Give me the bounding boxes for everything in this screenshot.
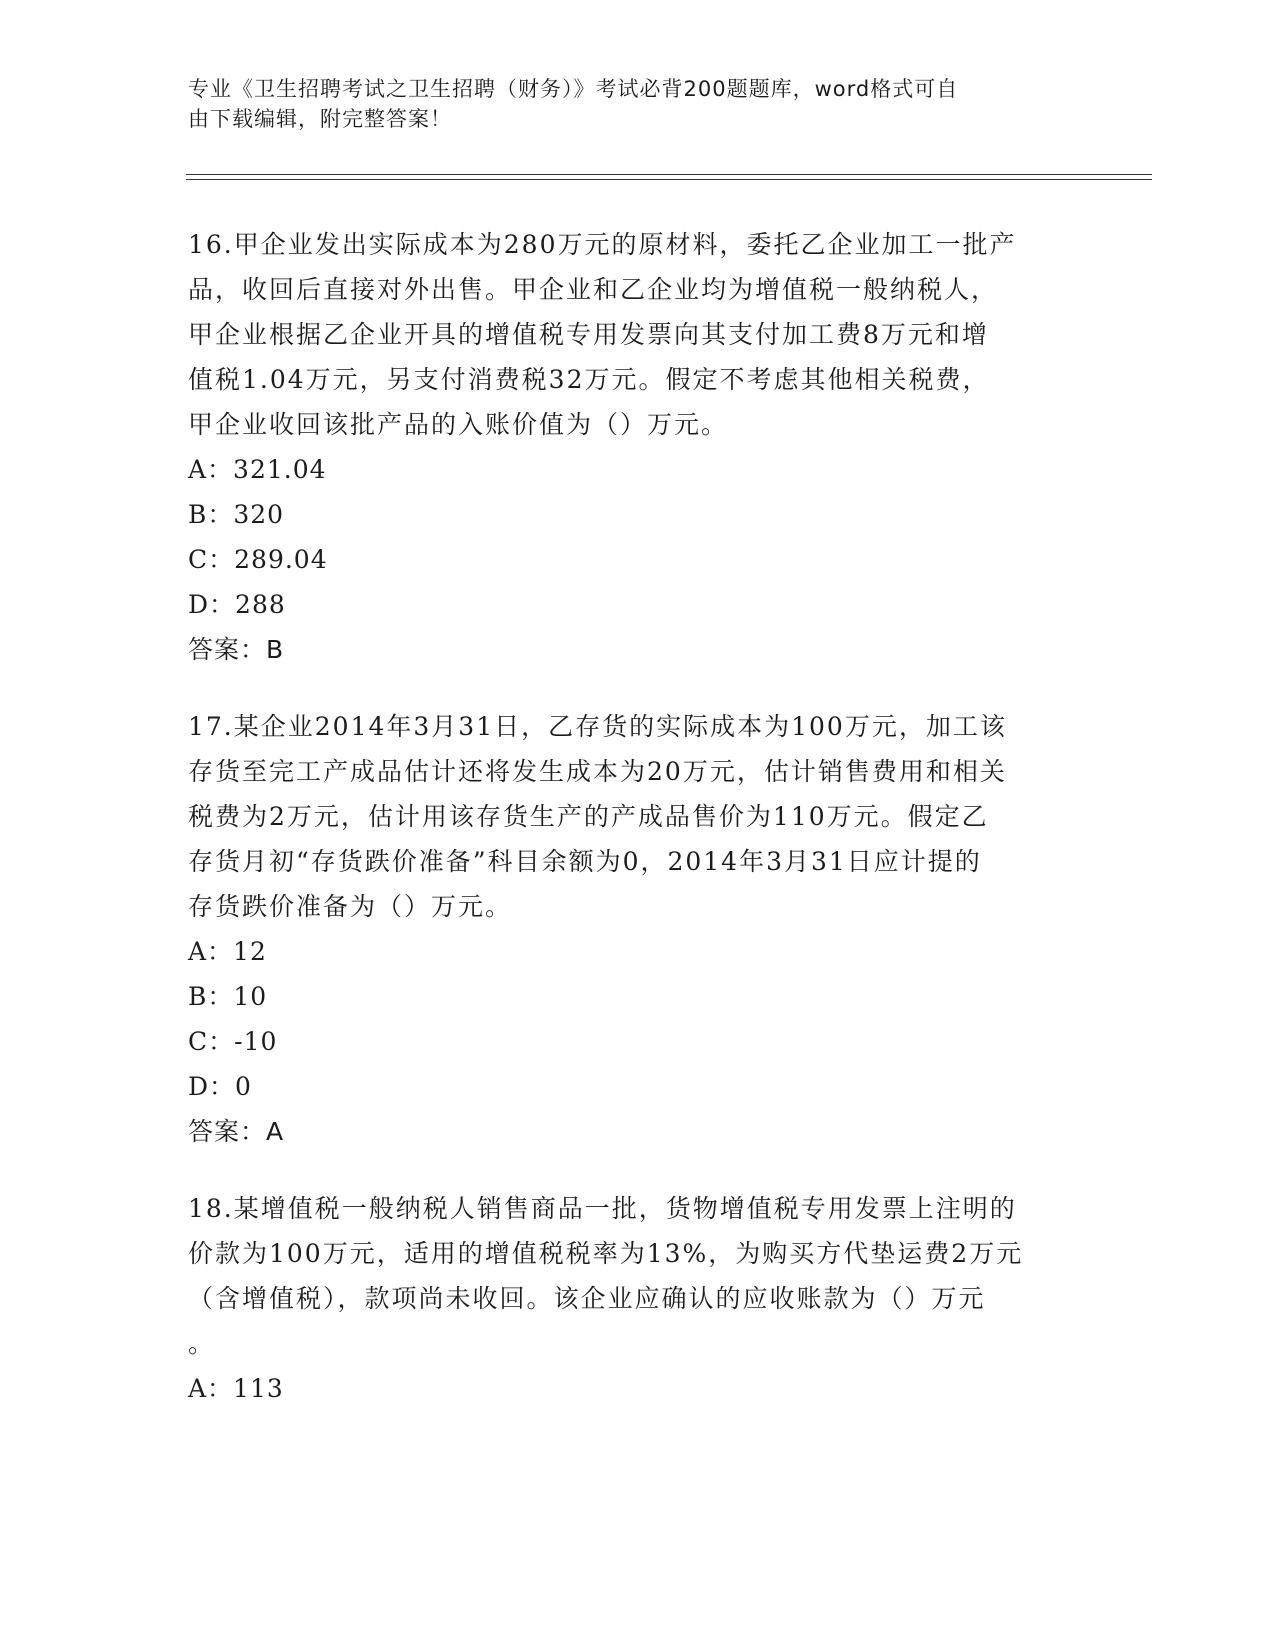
header-line: 由下载编辑，附完整答案！ [188, 107, 452, 131]
question-text: 18.某增值税一般纳税人销售商品一批，货物增值税专用发票上注明的 [188, 1194, 1017, 1223]
question-18 [188, 1186, 1068, 1411]
option-a: A：113 [188, 1374, 284, 1403]
document-header [188, 74, 1068, 134]
answer: 答案：A [188, 1117, 285, 1146]
option-a: A：12 [188, 937, 267, 966]
question-text: 甲企业收回该批产品的入账价值为（）万元。 [188, 410, 729, 439]
question-text: 价款为100万元，适用的增值税税率为13%，为购买方代垫运费2万元 [188, 1239, 1024, 1268]
question-text: 17.某企业2014年3月31日，乙存货的实际成本为100万元，加工该 [188, 712, 1007, 741]
question-17 [188, 704, 1068, 1154]
question-text: 。 [188, 1329, 216, 1358]
question-text: （含增值税），款项尚未收回。该企业应确认的应收账款为（）万元 [188, 1284, 986, 1313]
header-line: 专业《卫生招聘考试之卫生招聘（财务）》考试必背200题题库，word格式可自 [188, 77, 959, 101]
question-text: 存货至完工产成品估计还将发生成本为20万元，估计销售费用和相关 [188, 757, 1007, 786]
header-divider [186, 174, 1152, 175]
question-16 [188, 222, 1068, 672]
question-text: 甲企业根据乙企业开具的增值税专用发票向其支付加工费8万元和增 [188, 320, 989, 349]
option-d: D：0 [188, 1072, 252, 1101]
question-text: 品，收回后直接对外出售。甲企业和乙企业均为增值税一般纳税人， [188, 275, 999, 304]
option-c: C：-10 [188, 1027, 278, 1056]
option-c: C：289.04 [188, 545, 328, 574]
option-d: D：288 [188, 590, 286, 619]
option-b: B：10 [188, 982, 268, 1011]
option-b: B：320 [188, 500, 285, 529]
header-divider [186, 179, 1152, 180]
question-text: 存货跌价准备为（）万元。 [188, 892, 513, 921]
question-text: 税费为2万元，估计用该存货生产的产成品售价为110万元。假定乙 [188, 802, 989, 831]
answer: 答案：B [188, 635, 285, 664]
question-text: 16.甲企业发出实际成本为280万元的原材料，委托乙企业加工一批产 [188, 230, 1017, 259]
question-text: 存货月初“存货跌价准备”科目余额为0，2014年3月31日应计提的 [188, 847, 982, 876]
question-text: 值税1.04万元，另支付消费税32万元。假定不考虑其他相关税费， [188, 365, 990, 394]
option-a: A：321.04 [188, 455, 327, 484]
